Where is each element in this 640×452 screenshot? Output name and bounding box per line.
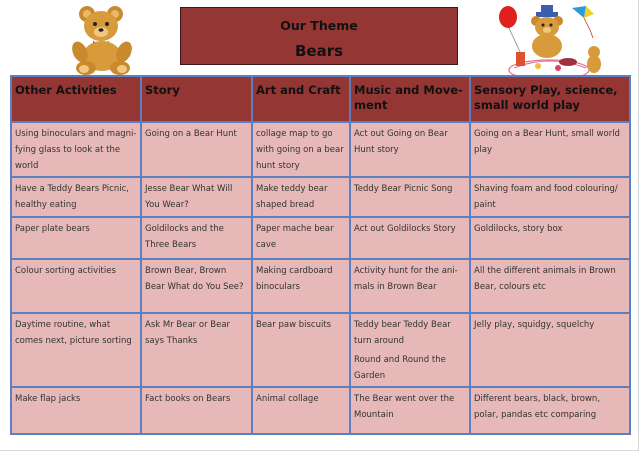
table-cell: Colour sorting activities (11, 259, 141, 313)
table-cell: Going on a Bear Hunt (141, 122, 252, 177)
teddy-bear-picnic-image (494, 4, 604, 84)
table-cell: Different bears, black, brown, polar, pandas etc comparing (470, 387, 630, 434)
table-cell: Daytime routine, what comes next, picture sorting (11, 313, 141, 387)
table-cell: Using binoculars and magni-fying glass to look at the world (11, 122, 141, 177)
table-cell: Act out Goldilocks Story (350, 217, 470, 259)
column-header: Other Activities (11, 76, 141, 122)
table-cell: Paper plate bears (11, 217, 141, 259)
table-cell: Act out Going on Bear Hunt story (350, 122, 470, 177)
table-cell: Teddy Bear Picnic Song (350, 177, 470, 217)
column-header: Story (141, 76, 252, 122)
table-cell: Going on a Bear Hunt, small world play (470, 122, 630, 177)
theme-title: Bears (294, 42, 344, 60)
teddy-bear-image (60, 4, 150, 76)
table-row (11, 177, 630, 217)
table-cell: Activity hunt for the ani-mals in Brown Bear (350, 259, 470, 313)
table-cell: collage map to go with going on a bear hunt story (252, 122, 350, 177)
table-cell: Goldilocks, story box (470, 217, 630, 259)
column-header: Sensory Play, science, small world play (470, 76, 630, 122)
table-header-row (11, 76, 630, 122)
cell-line: Round and Round the Garden (354, 355, 446, 381)
table-cell: Jelly play, squidgy, squelchy (470, 313, 630, 387)
table-cell: Shaving foam and food colouring/ paint (470, 177, 630, 217)
table-cell: Animal collage (252, 387, 350, 434)
table-cell: Brown Bear, Brown Bear What do You See? (141, 259, 252, 313)
table-cell: Fact books on Bears (141, 387, 252, 434)
table-cell: Have a Teddy Bears Picnic, healthy eating (11, 177, 141, 217)
table-cell: Making cardboard binoculars (252, 259, 350, 313)
cell-line: Teddy bear Teddy Bear turn around (354, 320, 451, 346)
table-row (11, 259, 630, 313)
table-cell: Goldilocks and the Three Bears (141, 217, 252, 259)
table-cell: Bear paw biscuits (252, 313, 350, 387)
table-cell (350, 313, 470, 387)
table-cell: Ask Mr Bear or Bear says Thanks (141, 313, 252, 387)
table-cell: All the different animals in Brown Bear, colours etc (470, 259, 630, 313)
table-cell: The Bear went over the Mountain (350, 387, 470, 434)
table-cell: Jesse Bear What Will You Wear? (141, 177, 252, 217)
table-row (11, 387, 630, 434)
table-cell: Make teddy bear shaped bread (252, 177, 350, 217)
theme-label: Our Theme (280, 18, 358, 33)
table-row (11, 217, 630, 259)
column-header: Music and Move- ment (350, 76, 470, 122)
table-cell: Make flap jacks (11, 387, 141, 434)
theme-title-box (180, 7, 458, 65)
table-row (11, 313, 630, 387)
column-header: Art and Craft (252, 76, 350, 122)
activities-table (10, 75, 631, 435)
table-cell: Paper mache bear cave (252, 217, 350, 259)
table-row (11, 122, 630, 177)
